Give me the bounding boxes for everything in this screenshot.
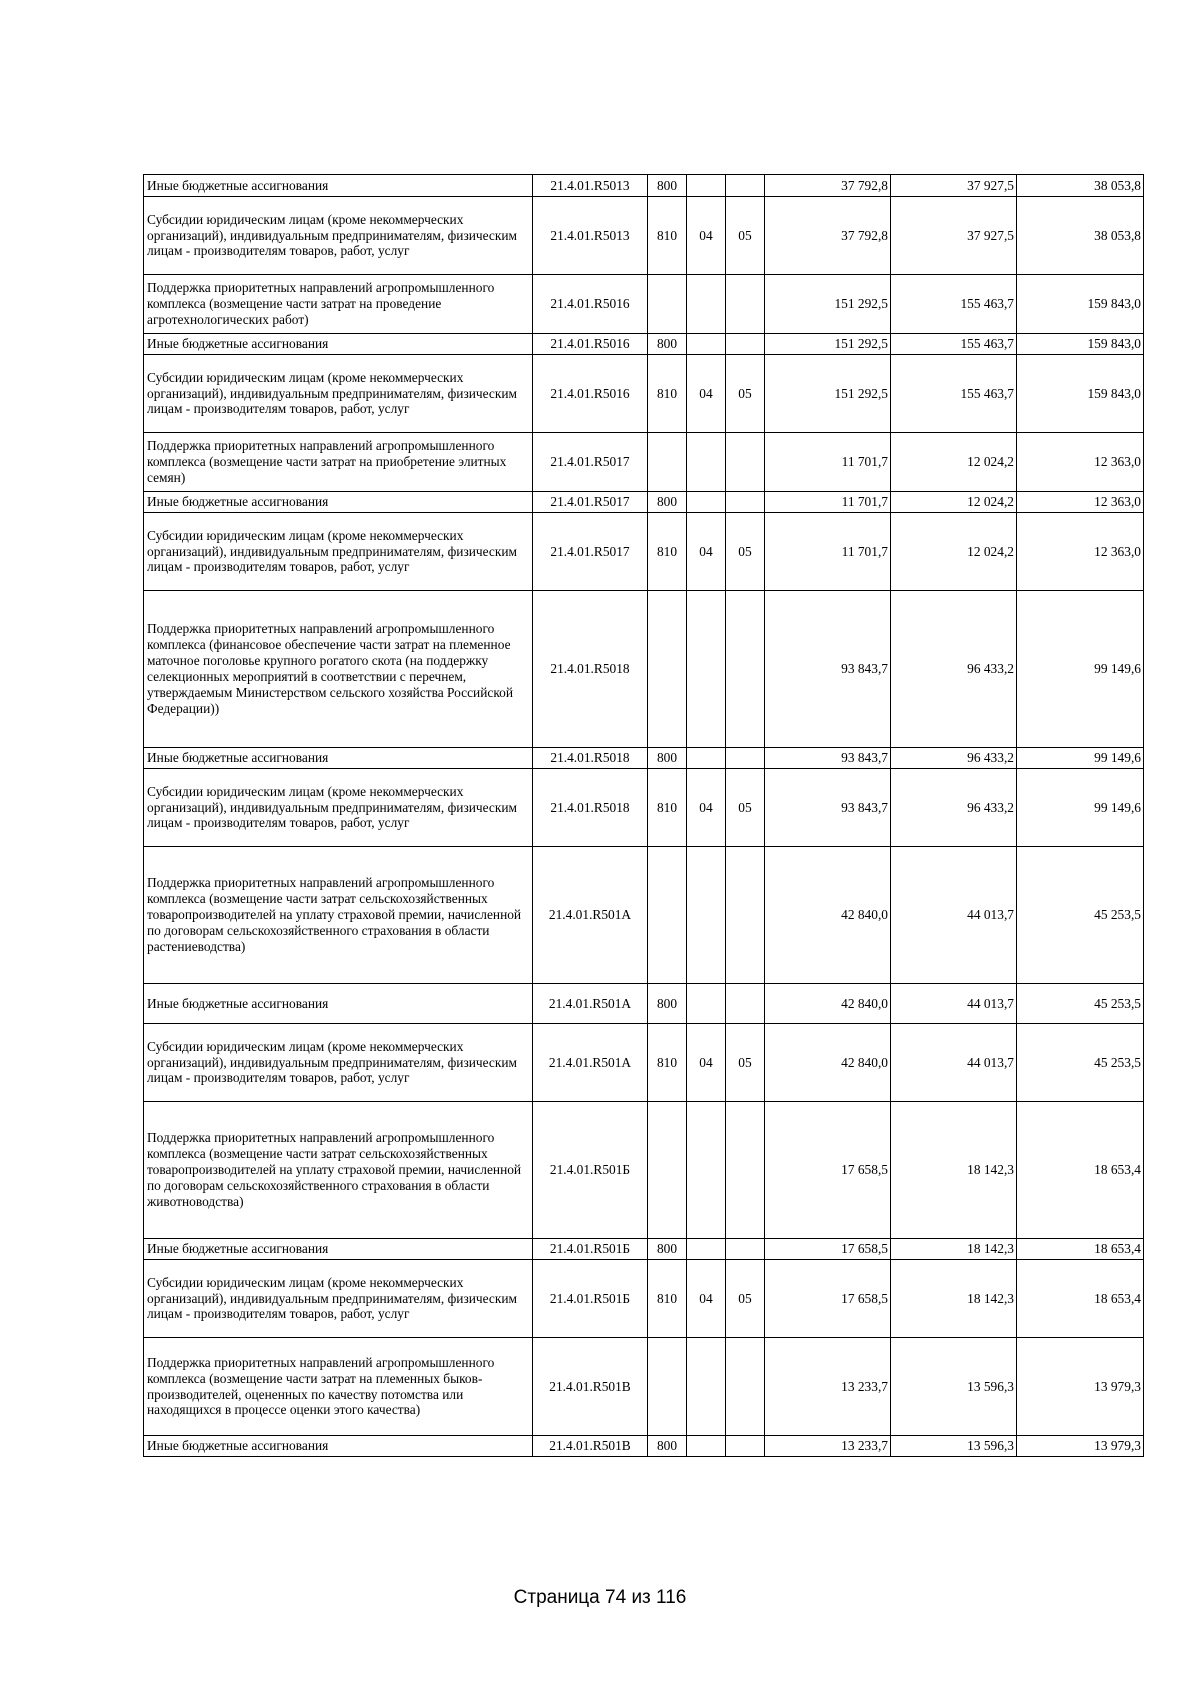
row-target-code-cell: 21.4.01.R501Б: [533, 1239, 648, 1260]
row-amount-year1-cell: 13 233,7: [765, 1436, 891, 1457]
row-amount-year1-cell: 13 233,7: [765, 1338, 891, 1436]
row-amount-year1-cell: 17 658,5: [765, 1260, 891, 1338]
table-row: [144, 433, 1144, 492]
row-amount-year3-cell: 13 979,3: [1017, 1436, 1144, 1457]
row-subsection-cell: 05: [726, 197, 765, 275]
row-amount-year2-cell: 96 433,2: [891, 591, 1017, 748]
row-amount-year3-cell: 12 363,0: [1017, 513, 1144, 591]
row-subsection-cell: [726, 275, 765, 334]
row-amount-year1-cell: 93 843,7: [765, 748, 891, 769]
row-amount-year3-cell: 38 053,8: [1017, 175, 1144, 197]
row-amount-year2-cell: 44 013,7: [891, 984, 1017, 1024]
table-row: [144, 1024, 1144, 1102]
row-subsection-cell: [726, 591, 765, 748]
row-expense-type-cell: [648, 591, 687, 748]
table-row: [144, 591, 1144, 748]
row-amount-year2-cell: 155 463,7: [891, 355, 1017, 433]
table-row: [144, 847, 1144, 984]
row-section-cell: 04: [687, 513, 726, 591]
row-target-code-cell: 21.4.01.R5018: [533, 591, 648, 748]
row-section-cell: 04: [687, 1260, 726, 1338]
row-section-cell: [687, 175, 726, 197]
row-subsection-cell: [726, 492, 765, 513]
row-amount-year1-cell: 42 840,0: [765, 984, 891, 1024]
row-expense-type-cell: 800: [648, 492, 687, 513]
row-amount-year3-cell: 99 149,6: [1017, 591, 1144, 748]
row-amount-year1-cell: 17 658,5: [765, 1102, 891, 1239]
row-subsection-cell: [726, 334, 765, 355]
row-amount-year2-cell: 13 596,3: [891, 1338, 1017, 1436]
row-target-code-cell: 21.4.01.R5016: [533, 334, 648, 355]
row-section-cell: [687, 1338, 726, 1436]
row-amount-year1-cell: 11 701,7: [765, 433, 891, 492]
table-row: [144, 492, 1144, 513]
row-amount-year3-cell: 13 979,3: [1017, 1338, 1144, 1436]
row-amount-year2-cell: 155 463,7: [891, 275, 1017, 334]
row-section-cell: [687, 1102, 726, 1239]
row-subsection-cell: 05: [726, 355, 765, 433]
row-amount-year1-cell: 151 292,5: [765, 334, 891, 355]
row-amount-year2-cell: 37 927,5: [891, 197, 1017, 275]
row-section-cell: [687, 748, 726, 769]
table-body: [144, 175, 1144, 1457]
row-amount-year2-cell: 12 024,2: [891, 492, 1017, 513]
row-target-code-cell: 21.4.01.R501Б: [533, 1260, 648, 1338]
row-amount-year3-cell: 45 253,5: [1017, 1024, 1144, 1102]
row-subsection-cell: [726, 433, 765, 492]
row-name-cell: Поддержка приоритетных направлений агропромышленного комплекса (возмещение части затрат сельскохозяйственных товаропроизводителей на уплату страховой премии, начисленной по договорам сельскохозяйственного страхования в области животноводства): [144, 1102, 533, 1239]
row-subsection-cell: 05: [726, 769, 765, 847]
row-target-code-cell: 21.4.01.R501В: [533, 1338, 648, 1436]
row-amount-year3-cell: 18 653,4: [1017, 1260, 1144, 1338]
row-name-cell: Субсидии юридическим лицам (кроме некоммерческих организаций), индивидуальным предпринимателям, физическим лицам - производителям товаров, работ, услуг: [144, 1260, 533, 1338]
row-name-cell: Поддержка приоритетных направлений агропромышленного комплекса (возмещение части затрат сельскохозяйственных товаропроизводителей на уплату страховой премии, начисленной по договорам сельскохозяйственного страхования в области растениеводства): [144, 847, 533, 984]
row-section-cell: [687, 1436, 726, 1457]
row-section-cell: [687, 492, 726, 513]
row-target-code-cell: 21.4.01.R5013: [533, 197, 648, 275]
row-amount-year2-cell: 37 927,5: [891, 175, 1017, 197]
row-name-cell: Иные бюджетные ассигнования: [144, 175, 533, 197]
row-amount-year1-cell: 151 292,5: [765, 355, 891, 433]
row-amount-year1-cell: 93 843,7: [765, 591, 891, 748]
row-section-cell: [687, 591, 726, 748]
row-target-code-cell: 21.4.01.R5018: [533, 748, 648, 769]
row-amount-year3-cell: 12 363,0: [1017, 492, 1144, 513]
row-amount-year1-cell: 11 701,7: [765, 492, 891, 513]
row-section-cell: [687, 984, 726, 1024]
row-amount-year3-cell: 159 843,0: [1017, 355, 1144, 433]
row-expense-type-cell: 810: [648, 1024, 687, 1102]
row-target-code-cell: 21.4.01.R5016: [533, 275, 648, 334]
row-target-code-cell: 21.4.01.R501Б: [533, 1102, 648, 1239]
row-subsection-cell: 05: [726, 513, 765, 591]
row-name-cell: Поддержка приоритетных направлений агропромышленного комплекса (возмещение части затрат на племенных быков- производителей, оцененных по качеству потомства или находящихся в процессе оценки этого качества): [144, 1338, 533, 1436]
row-target-code-cell: 21.4.01.R501А: [533, 984, 648, 1024]
table-row: [144, 275, 1144, 334]
row-amount-year1-cell: 42 840,0: [765, 1024, 891, 1102]
table-row: [144, 1436, 1144, 1457]
table-row: [144, 1338, 1144, 1436]
row-section-cell: 04: [687, 1024, 726, 1102]
table-row: [144, 355, 1144, 433]
page-number: Страница 74 из 116: [513, 1587, 687, 1608]
row-section-cell: [687, 334, 726, 355]
row-target-code-cell: 21.4.01.R501А: [533, 1024, 648, 1102]
row-amount-year1-cell: 42 840,0: [765, 847, 891, 984]
table-row: [144, 513, 1144, 591]
row-name-cell: Поддержка приоритетных направлений агропромышленного комплекса (финансовое обеспечение части затрат на племенное маточное поголовье крупного рогатого скота (на поддержку селекционных мероприятий в соответствии с перечнем, утверждаемым Министерством сельского хозяйства Российской Федерации)): [144, 591, 533, 748]
row-target-code-cell: 21.4.01.R5017: [533, 433, 648, 492]
table-row: [144, 748, 1144, 769]
row-amount-year3-cell: 12 363,0: [1017, 433, 1144, 492]
table-row: [144, 1102, 1144, 1239]
table-row: [144, 984, 1144, 1024]
row-amount-year2-cell: 44 013,7: [891, 1024, 1017, 1102]
row-name-cell: Субсидии юридическим лицам (кроме некоммерческих организаций), индивидуальным предпринимателям, физическим лицам - производителям товаров, работ, услуг: [144, 197, 533, 275]
row-expense-type-cell: [648, 275, 687, 334]
row-subsection-cell: [726, 748, 765, 769]
row-name-cell: Иные бюджетные ассигнования: [144, 492, 533, 513]
row-name-cell: Иные бюджетные ассигнования: [144, 748, 533, 769]
row-amount-year3-cell: 45 253,5: [1017, 984, 1144, 1024]
row-expense-type-cell: [648, 1338, 687, 1436]
row-subsection-cell: [726, 847, 765, 984]
row-amount-year3-cell: 45 253,5: [1017, 847, 1144, 984]
table-row: [144, 1260, 1144, 1338]
row-section-cell: [687, 847, 726, 984]
row-target-code-cell: 21.4.01.R5018: [533, 769, 648, 847]
row-name-cell: Поддержка приоритетных направлений агропромышленного комплекса (возмещение части затрат на проведение агротехнологических работ): [144, 275, 533, 334]
row-name-cell: Субсидии юридическим лицам (кроме некоммерческих организаций), индивидуальным предпринимателям, физическим лицам - производителям товаров, работ, услуг: [144, 355, 533, 433]
row-amount-year1-cell: 37 792,8: [765, 175, 891, 197]
row-name-cell: Иные бюджетные ассигнования: [144, 334, 533, 355]
table-row: [144, 769, 1144, 847]
row-subsection-cell: 05: [726, 1260, 765, 1338]
row-subsection-cell: [726, 1102, 765, 1239]
row-amount-year3-cell: 38 053,8: [1017, 197, 1144, 275]
table-row: [144, 334, 1144, 355]
row-amount-year2-cell: 18 142,3: [891, 1239, 1017, 1260]
row-name-cell: Субсидии юридическим лицам (кроме некоммерческих организаций), индивидуальным предпринимателям, физическим лицам - производителям товаров, работ, услуг: [144, 769, 533, 847]
row-expense-type-cell: 810: [648, 197, 687, 275]
row-amount-year3-cell: 159 843,0: [1017, 275, 1144, 334]
row-section-cell: [687, 433, 726, 492]
row-amount-year2-cell: 155 463,7: [891, 334, 1017, 355]
row-subsection-cell: [726, 1239, 765, 1260]
row-target-code-cell: 21.4.01.R5017: [533, 513, 648, 591]
budget-table: [143, 174, 1144, 1457]
row-subsection-cell: [726, 1338, 765, 1436]
row-amount-year3-cell: 99 149,6: [1017, 769, 1144, 847]
row-expense-type-cell: 800: [648, 334, 687, 355]
row-section-cell: 04: [687, 197, 726, 275]
row-expense-type-cell: 810: [648, 769, 687, 847]
row-amount-year2-cell: 12 024,2: [891, 433, 1017, 492]
row-amount-year2-cell: 18 142,3: [891, 1102, 1017, 1239]
row-expense-type-cell: [648, 847, 687, 984]
row-amount-year3-cell: 18 653,4: [1017, 1102, 1144, 1239]
table-row: [144, 175, 1144, 197]
row-name-cell: Субсидии юридическим лицам (кроме некоммерческих организаций), индивидуальным предпринимателям, физическим лицам - производителям товаров, работ, услуг: [144, 513, 533, 591]
row-expense-type-cell: 800: [648, 1436, 687, 1457]
row-expense-type-cell: 810: [648, 1260, 687, 1338]
row-section-cell: 04: [687, 355, 726, 433]
row-expense-type-cell: 810: [648, 355, 687, 433]
row-subsection-cell: [726, 984, 765, 1024]
row-amount-year2-cell: 44 013,7: [891, 847, 1017, 984]
row-target-code-cell: 21.4.01.R5017: [533, 492, 648, 513]
row-expense-type-cell: 800: [648, 175, 687, 197]
row-name-cell: Поддержка приоритетных направлений агропромышленного комплекса (возмещение части затрат на приобретение элитных семян): [144, 433, 533, 492]
row-amount-year2-cell: 96 433,2: [891, 748, 1017, 769]
row-section-cell: [687, 1239, 726, 1260]
row-target-code-cell: 21.4.01.R501В: [533, 1436, 648, 1457]
row-amount-year2-cell: 96 433,2: [891, 769, 1017, 847]
row-target-code-cell: 21.4.01.R5013: [533, 175, 648, 197]
row-expense-type-cell: 800: [648, 748, 687, 769]
row-target-code-cell: 21.4.01.R501А: [533, 847, 648, 984]
table-row: [144, 197, 1144, 275]
row-name-cell: Иные бюджетные ассигнования: [144, 1239, 533, 1260]
row-amount-year2-cell: 18 142,3: [891, 1260, 1017, 1338]
row-amount-year2-cell: 12 024,2: [891, 513, 1017, 591]
row-section-cell: 04: [687, 769, 726, 847]
row-amount-year1-cell: 93 843,7: [765, 769, 891, 847]
row-amount-year1-cell: 17 658,5: [765, 1239, 891, 1260]
row-expense-type-cell: 810: [648, 513, 687, 591]
table-row: [144, 1239, 1144, 1260]
row-subsection-cell: 05: [726, 1024, 765, 1102]
row-expense-type-cell: [648, 1102, 687, 1239]
row-target-code-cell: 21.4.01.R5016: [533, 355, 648, 433]
row-amount-year1-cell: 151 292,5: [765, 275, 891, 334]
row-amount-year3-cell: 99 149,6: [1017, 748, 1144, 769]
row-amount-year3-cell: 159 843,0: [1017, 334, 1144, 355]
row-amount-year3-cell: 18 653,4: [1017, 1239, 1144, 1260]
row-expense-type-cell: 800: [648, 984, 687, 1024]
row-expense-type-cell: [648, 433, 687, 492]
row-subsection-cell: [726, 175, 765, 197]
row-amount-year2-cell: 13 596,3: [891, 1436, 1017, 1457]
row-name-cell: Субсидии юридическим лицам (кроме некоммерческих организаций), индивидуальным предпринимателям, физическим лицам - производителям товаров, работ, услуг: [144, 1024, 533, 1102]
row-amount-year1-cell: 11 701,7: [765, 513, 891, 591]
row-section-cell: [687, 275, 726, 334]
row-amount-year1-cell: 37 792,8: [765, 197, 891, 275]
row-expense-type-cell: 800: [648, 1239, 687, 1260]
row-subsection-cell: [726, 1436, 765, 1457]
row-name-cell: Иные бюджетные ассигнования: [144, 984, 533, 1024]
row-name-cell: Иные бюджетные ассигнования: [144, 1436, 533, 1457]
